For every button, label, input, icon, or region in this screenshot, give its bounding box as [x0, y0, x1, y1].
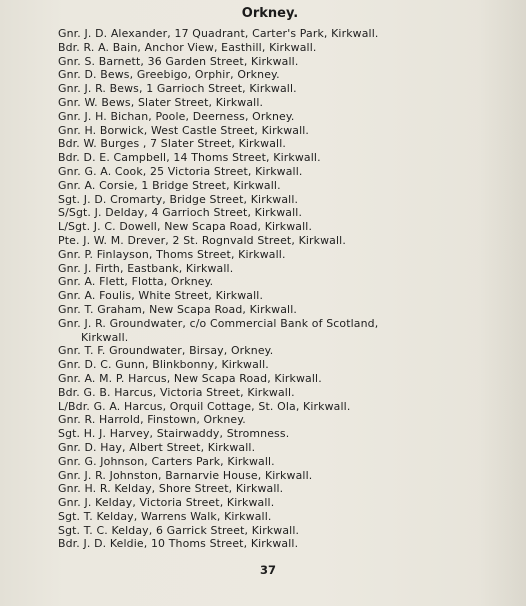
nominal-roll-list	[58, 27, 458, 551]
list-item: Gnr. S. Barnett, 36 Garden Street, Kirkwall.	[58, 54, 299, 68]
list-item: Sgt. T. Kelday, Warrens Walk, Kirkwall.	[58, 509, 272, 523]
list-item: Gnr. P. Finlayson, Thoms Street, Kirkwall.	[58, 247, 286, 261]
list-item: L/Sgt. J. C. Dowell, New Scapa Road, Kirkwall.	[58, 220, 313, 234]
list-item: Bdr. G. B. Harcus, Victoria Street, Kirkwall.	[58, 385, 295, 399]
list-item: Gnr. D. Hay, Albert Street, Kirkwall.	[58, 440, 256, 454]
list-item: Gnr. J. Kelday, Victoria Street, Kirkwall.	[58, 496, 275, 510]
list-item: Bdr. W. Burges , 7 Slater Street, Kirkwall.	[58, 137, 286, 151]
list-item: Gnr. W. Bews, Slater Street, Kirkwall.	[58, 95, 264, 109]
list-item: Bdr. D. E. Campbell, 14 Thoms Street, Kirkwall.	[58, 151, 321, 165]
list-item: Gnr. H. Borwick, West Castle Street, Kirkwall.	[58, 123, 310, 137]
list-item: Gnr. R. Harrold, Finstown, Orkney.	[58, 413, 246, 427]
list-item: Gnr. D. C. Gunn, Blinkbonny, Kirkwall.	[58, 358, 269, 372]
list-item: Gnr. G. A. Cook, 25 Victoria Street, Kirkwall.	[58, 164, 303, 178]
list-item: Gnr. T. Graham, New Scapa Road, Kirkwall.	[58, 302, 298, 316]
list-item: Gnr. J. Firth, Eastbank, Kirkwall.	[58, 261, 234, 275]
list-item: L/Bdr. G. A. Harcus, Orquil Cottage, St. Ola, Kirkwall.	[58, 399, 351, 413]
section-heading: Orkney.	[241, 6, 299, 21]
list-item: Gnr. A. Corsie, 1 Bridge Street, Kirkwall.	[58, 178, 281, 192]
list-item: Gnr. J. R. Johnston, Barnarvie House, Kirkwall.	[58, 468, 313, 482]
list-item: Sgt. J. D. Cromarty, Bridge Street, Kirkwall.	[58, 192, 299, 206]
list-item: Bdr. R. A. Bain, Anchor View, Easthill, Kirkwall.	[58, 40, 317, 54]
list-item: Gnr. J. H. Bichan, Poole, Deerness, Orkney.	[58, 109, 295, 123]
list-item: Pte. J. W. M. Drever, 2 St. Rognvald Street, Kirkwall.	[58, 233, 346, 247]
list-item: Gnr. D. Bews, Greebigo, Orphir, Orkney.	[58, 68, 280, 82]
page-number: 37	[259, 563, 276, 577]
list-item: Gnr. J. R. Bews, 1 Garrioch Street, Kirkwall.	[58, 82, 297, 96]
list-item: Sgt. H. J. Harvey, Stairwaddy, Stromness.	[58, 427, 290, 441]
list-item-text: Gnr. J. R. Groundwater, c/o Commercial Bank of Scotland,	[58, 316, 379, 330]
list-item: Bdr. J. D. Keldie, 10 Thoms Street, Kirkwall.	[58, 537, 299, 551]
list-item: Gnr. J. D. Alexander, 17 Quadrant, Carter's Park, Kirkwall.	[58, 27, 379, 40]
list-item: S/Sgt. J. Delday, 4 Garrioch Street, Kirkwall.	[58, 206, 303, 220]
page-edge-shadow	[478, 0, 526, 606]
list-item: Gnr. A. M. P. Harcus, New Scapa Road, Kirkwall.	[58, 371, 322, 385]
list-item: Gnr. H. R. Kelday, Shore Street, Kirkwall.	[58, 482, 284, 496]
list-item: Gnr. A. Foulis, White Street, Kirkwall.	[58, 289, 264, 303]
list-item-groundwater	[58, 317, 458, 345]
list-item: Gnr. A. Flett, Flotta, Orkney.	[58, 275, 214, 289]
list-item-continuation: Kirkwall.	[81, 330, 129, 344]
list-item: Gnr. G. Johnson, Carters Park, Kirkwall.	[58, 454, 275, 468]
list-item: Gnr. T. F. Groundwater, Birsay, Orkney.	[58, 344, 274, 358]
list-item: Sgt. T. C. Kelday, 6 Garrick Street, Kirkwall.	[58, 523, 300, 537]
